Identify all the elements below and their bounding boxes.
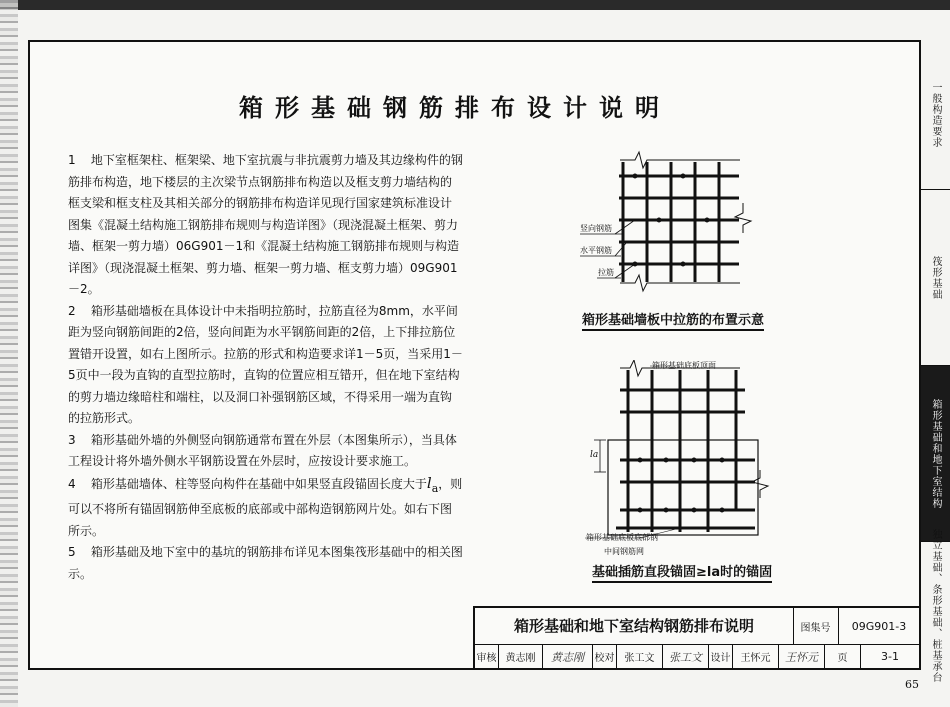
- paragraph-5: 5 箱形基础及地下室中的基坑的钢筋排布详见本图集筏形基础中的相关图示。: [68, 545, 463, 581]
- tab-box-foundation-basement[interactable]: 箱形基础和地下室结构: [921, 366, 950, 542]
- paragraph-1: 1 地下室框架柱、框架梁、地下室抗震与非抗震剪力墙及其边缘构件的钢筋排布构造，地下楼层的主次梁节点钢筋排布构造以及框支剪力墙结构的框支梁和框支柱及其相关部分的钢筋排布构造详见现行国家建筑标准设计图集《混凝土结构施工钢筋排布规则与构造详图》（现浇混凝土框架、剪力墙、框架一剪力墙）06G901－1和《混凝土结构施工钢筋排布规则与构造详图》（现浇混凝土框架、剪力墙、框架一剪力墙、框支剪力墙）09G901－2。: [68, 153, 463, 296]
- page-title: 箱形基础钢筋排布设计说明: [239, 94, 671, 122]
- title-block: [473, 606, 919, 668]
- label-slab-top-face: 箱形基础底板顶面: [652, 361, 716, 370]
- review-label: 审核: [475, 645, 499, 668]
- description-text: [68, 150, 463, 585]
- label-vertical-rebar: 竖向钢筋: [580, 224, 612, 233]
- design-label: 设计: [709, 645, 733, 668]
- paragraph-2: 2 箱形基础墙板在具体设计中未指明拉筋时，拉筋直径为8mm，水平间距为竖向钢筋间距的2倍，竖向间距为水平钢筋间距的2倍，上下排拉筋位置错开设置，如右上图所示。拉筋的形式和构造要求详1－5页，当采用1－5页中一段为直钩的直型拉筋时，直钩的位置应相互错开，但在地下室结构的剪力墙边缘暗柱和端柱，以及洞口补强钢筋区域，不得采用一端为直钩的拉筋形式。: [68, 303, 463, 425]
- section-tabs: [921, 40, 950, 683]
- page-number: 65: [905, 678, 919, 691]
- checker-name: 张工文: [617, 645, 663, 668]
- designer-name: 王怀元: [733, 645, 779, 668]
- atlas-label: 图集号: [793, 608, 839, 644]
- check-label: 校对: [593, 645, 617, 668]
- la-symbol: $l_a$: [426, 473, 439, 495]
- scan-top-edge: [0, 0, 950, 10]
- paragraph-4: 4 箱形基础墙体、柱等竖向构件在基础中如果竖直段锚固长度大于$l_a$，则可以不将所有锚固钢筋伸至底板的底部或中部构造钢筋网片处。如右下图所示。: [68, 473, 463, 538]
- page-code: 3-1: [881, 650, 899, 663]
- checker-signature: 张工文: [663, 645, 709, 668]
- title-block-row-1: [475, 608, 919, 645]
- label-la: la: [590, 450, 599, 460]
- title-block-title: 箱形基础和地下室结构钢筋排布说明: [475, 608, 794, 644]
- paragraph-3: 3 箱形基础外墙的外侧竖向钢筋通常布置在外层（本图集所示），当具体工程设计将外墙外侧水平钢筋设置在外层时，应按设计要求施工。: [68, 432, 457, 468]
- atlas-number: 09G901-3: [851, 619, 907, 633]
- label-horizontal-rebar: 水平钢筋: [580, 246, 612, 255]
- title-block-row-2: [475, 645, 919, 668]
- designer-signature: 王怀元: [779, 645, 825, 668]
- tab-isolated-strip-pile[interactable]: 独立基础、条形基础、桩基承台: [930, 529, 941, 683]
- reviewer-name: 黄志刚: [499, 645, 543, 668]
- scan-left-edge: [0, 0, 18, 707]
- label-middle-mesh: 中间钢筋网: [604, 547, 644, 556]
- anchorage-diagram: [580, 360, 780, 550]
- figure-top-caption: 箱形基础墙板中拉筋的布置示意: [582, 309, 764, 331]
- label-tie: 拉筋: [598, 268, 614, 277]
- reviewer-signature: 黄志刚: [543, 645, 593, 668]
- figure-bottom-caption: 基础插筋直段锚固≥la时的锚固: [592, 561, 772, 583]
- page-label: 页: [825, 645, 861, 668]
- tab-raft-foundation[interactable]: 筏形基础: [921, 190, 950, 366]
- label-slab-bottom-rebar: 箱形基础底板底部钢: [586, 533, 658, 542]
- tab-general-requirements[interactable]: 一般构造要求: [921, 40, 950, 190]
